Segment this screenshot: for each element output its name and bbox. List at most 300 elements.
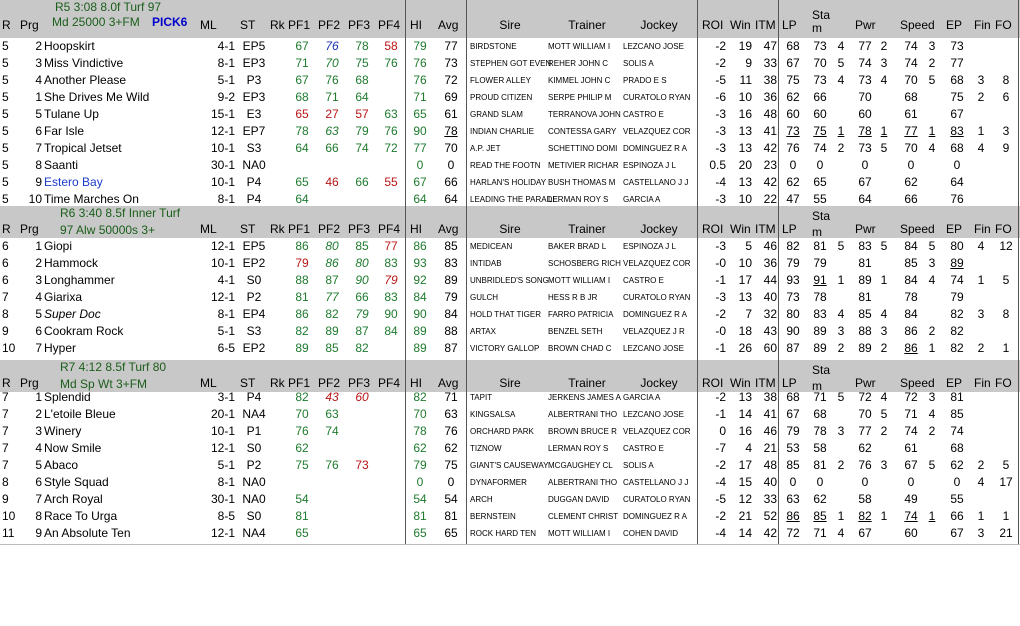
pace-figure-1: 65 [295,107,309,121]
race-number: 5 [2,158,9,172]
power-rank: 1 [880,509,888,523]
pace-figure-2: 63 [325,124,339,138]
stamina-rank: 3 [837,424,845,438]
program-number: 4 [35,441,42,455]
morning-line-odds: 4-1 [217,273,235,287]
ep-value: 77 [950,56,964,70]
entry-row[interactable] [0,38,1020,55]
jockey-name: VELAZQUEZ COR [623,259,691,268]
lp-value: 0 [789,475,797,489]
race-number: 5 [2,56,9,70]
entry-row[interactable] [0,72,1020,89]
pace-figure-2: 82 [325,307,339,321]
itm-pct: 47 [763,39,777,53]
entry-row[interactable] [0,491,1020,508]
stamina-value: 55 [813,192,827,206]
sire-name: KINGSALSA [470,410,516,419]
power-value: 70 [858,407,872,421]
morning-line-odds: 3-1 [217,390,235,404]
column-header-itm: ITM [755,376,776,390]
horse-name: Giopi [44,239,73,253]
column-header-rk: Rk [270,222,285,236]
average-figure: 0 [447,158,455,172]
pace-figure-2: 89 [325,324,339,338]
average-figure: 0 [447,475,455,489]
speed-rank: 4 [928,407,936,421]
win-pct: 12 [738,492,752,506]
lp-value: 47 [786,192,800,206]
win-pct: 18 [738,324,752,338]
itm-pct: 36 [763,256,777,270]
average-figure: 70 [444,141,458,155]
speed-value: 74 [904,424,918,438]
lp-value: 93 [786,273,800,287]
stamina-rank: 4 [837,73,845,87]
jockey-name: CASTRO E [623,110,664,119]
horse-name: Super Doc [44,307,101,321]
jockey-name: CASTELLANO J J [623,478,689,487]
column-header-ml: ML [200,18,217,32]
win-pct: 17 [738,273,752,287]
pace-figure-4: 90 [384,307,398,321]
column-header-jockey: Jockey [640,18,678,32]
entry-row[interactable] [0,272,1020,289]
win-pct: 14 [738,526,752,540]
morning-line-odds: 10-1 [210,256,235,270]
jockey-name: CASTRO E [623,276,664,285]
power-value: 70 [858,90,872,104]
entry-row[interactable] [0,174,1020,191]
speed-value: 66 [904,192,918,206]
race-number: 7 [2,407,9,421]
column-divider [405,0,406,545]
stamina-value: 81 [813,458,827,472]
horse-name: Splendid [44,390,91,404]
race-number: 6 [2,256,9,270]
speed-value: 61 [904,107,918,121]
column-header-ml: ML [200,222,217,236]
pace-figure-1: 86 [295,239,309,253]
horse-name: Another Please [44,73,127,87]
entry-row[interactable] [0,123,1020,140]
lp-value: 86 [786,509,800,523]
sire-name: INDIAN CHARLIE [470,127,535,136]
pace-figure-3: 57 [355,107,369,121]
pace-figure-2: 76 [325,39,339,53]
power-rank: 2 [880,424,888,438]
entry-row[interactable] [0,340,1020,357]
average-figure: 62 [444,441,458,455]
pace-figure-4: 63 [384,107,398,121]
ep-value: 89 [950,256,964,270]
stamina-value: 60 [813,107,827,121]
ep-value: 67 [950,526,964,540]
trainer-name: ALBERTRANI THO [548,410,618,419]
lp-value: 76 [786,141,800,155]
pace-figure-1: 68 [295,90,309,104]
trainer-name: METIVIER RICHAR [548,161,619,170]
power-rank: 4 [880,307,888,321]
race-number: 9 [2,492,9,506]
high-figure: 76 [413,73,427,87]
stamina-value: 70 [813,56,827,70]
itm-pct: 40 [763,290,777,304]
column-header-jockey: Jockey [640,376,678,390]
stamina-value: 68 [813,407,827,421]
stamina-value: 81 [813,239,827,253]
race-number: 5 [2,192,9,206]
morning-line-odds: 15-1 [210,107,235,121]
entry-row[interactable] [0,457,1020,474]
program-number: 2 [35,407,42,421]
high-figure: 54 [413,492,427,506]
speed-rank: 1 [928,509,936,523]
entry-row[interactable] [0,255,1020,272]
high-figure: 62 [413,441,427,455]
roi-value: -3 [715,124,726,138]
column-header-r: R [2,376,11,390]
stamina-value: 83 [813,307,827,321]
average-figure: 89 [444,273,458,287]
program-number: 1 [35,90,42,104]
itm-pct: 36 [763,90,777,104]
speed-rank: 2 [928,424,936,438]
power-rank: 3 [880,458,888,472]
column-header-fin: Fin [974,222,991,236]
stamina-rank: 1 [837,509,845,523]
pace-figure-3: 79 [355,124,369,138]
ep-value: 68 [950,73,964,87]
race-number: 10 [2,341,16,355]
running-style: EP2 [242,256,266,270]
speed-rank: 5 [928,239,936,253]
trainer-name: TERRANOVA JOHN [548,110,621,119]
power-rank: 2 [880,341,888,355]
column-header-sire: Sire [499,376,521,390]
win-pct: 19 [738,39,752,53]
pace-figure-1: 65 [295,175,309,189]
morning-line-odds: 8-1 [217,192,235,206]
high-figure: 89 [413,324,427,338]
pace-figure-4: 79 [384,273,398,287]
lp-value: 79 [786,424,800,438]
stamina-value: 71 [813,390,827,404]
morning-line-odds: 9-2 [217,90,235,104]
entry-row[interactable] [0,140,1020,157]
win-pct: 13 [738,141,752,155]
sire-name: HARLAN'S HOLIDAY [470,178,547,187]
column-header-pf2: PF2 [318,18,341,32]
horse-name: An Absolute Ten [44,526,131,540]
race-number: 7 [2,424,9,438]
pace-figure-3: 90 [355,273,369,287]
average-figure: 77 [444,39,458,53]
horse-name: Far Isle [44,124,85,138]
roi-value: -3 [715,107,726,121]
trainer-name: BROWN BRUCE R [548,427,617,436]
average-figure: 83 [444,256,458,270]
roi-value: 0.5 [709,158,726,172]
lp-value: 79 [786,256,800,270]
pace-figure-1: 89 [295,341,309,355]
morning-line-odds: 12-1 [210,239,235,253]
fin-value: 4 [977,475,985,489]
pace-figure-1: 82 [295,324,309,338]
trainer-name: BUSH THOMAS M [548,178,616,187]
entry-row[interactable] [0,508,1020,525]
pace-figure-3: 82 [355,341,369,355]
entry-row[interactable] [0,406,1020,423]
roi-value: -0 [715,324,726,338]
high-figure: 64 [413,192,427,206]
high-figure: 67 [413,175,427,189]
trainer-name: ALBERTRANI THO [548,478,618,487]
stamina-rank: 2 [837,141,845,155]
column-header-ml: ML [200,376,217,390]
lp-value: 62 [786,175,800,189]
sire-name: STEPHEN GOT EVEN [470,59,552,68]
fo-value: 12 [999,239,1013,253]
roi-value: -4 [715,526,726,540]
pace-figure-4: 55 [384,175,398,189]
horse-name: Miss Vindictive [44,56,124,70]
entry-row[interactable] [0,157,1020,174]
pace-figure-3: 80 [355,256,369,270]
ep-value: 80 [950,239,964,253]
horse-name: Arch Royal [44,492,103,506]
roi-value: -7 [715,441,726,455]
race-number: 5 [2,73,9,87]
ep-value: 64 [950,175,964,189]
pace-figure-3: 73 [355,458,369,472]
column-header-lp: LP [782,222,797,236]
entry-row[interactable] [0,440,1020,457]
column-header-ep: EP [946,222,963,236]
power-value: 82 [858,509,872,523]
average-figure: 81 [444,509,458,523]
jockey-name: DOMINGUEZ R A [623,512,688,521]
column-header-pf1: PF1 [288,18,311,32]
lp-value: 63 [786,492,800,506]
fo-value: 6 [1002,90,1010,104]
stamina-value: 65 [813,175,827,189]
win-pct: 10 [738,192,752,206]
running-style: S3 [246,141,262,155]
speed-rank: 3 [928,39,936,53]
speed-value: 74 [904,39,918,53]
race-number: 5 [2,124,9,138]
win-pct: 17 [738,458,752,472]
speed-value: 85 [904,256,918,270]
trainer-name: MOTT WILLIAM I [548,42,611,51]
program-number: 2 [35,39,42,53]
morning-line-odds: 4-1 [217,39,235,53]
roi-value: -2 [715,509,726,523]
program-number: 6 [35,475,42,489]
ep-value: 68 [950,441,964,455]
itm-pct: 42 [763,141,777,155]
morning-line-odds: 8-1 [217,56,235,70]
stamina-value: 74 [813,141,827,155]
stamina-rank: 1 [837,273,845,287]
power-value: 74 [858,56,872,70]
trainer-name: DUGGAN DAVID [548,495,610,504]
entry-row[interactable] [0,306,1020,323]
entry-row[interactable] [0,238,1020,255]
pace-figure-2: 27 [325,107,339,121]
pace-figure-4: 83 [384,290,398,304]
morning-line-odds: 10-1 [210,424,235,438]
win-pct: 4 [745,441,752,455]
average-figure: 78 [444,124,458,138]
race-number: 7 [2,441,9,455]
program-number: 7 [35,492,42,506]
running-style: NA4 [242,526,266,540]
pace-figure-1: 64 [295,141,309,155]
sire-name: READ THE FOOTN [470,161,541,170]
speed-rank: 4 [928,273,936,287]
itm-pct: 21 [763,441,777,455]
jockey-name: DOMINGUEZ R A [623,310,688,319]
power-value: 89 [858,341,872,355]
power-value: 58 [858,492,872,506]
high-figure: 76 [413,56,427,70]
pick6-link[interactable]: PICK6 [152,15,188,29]
column-header-trainer: Trainer [568,222,606,236]
trainer-name: MOTT WILLIAM I [548,276,611,285]
average-figure: 79 [444,290,458,304]
speed-value: 61 [904,441,918,455]
high-figure: 93 [413,256,427,270]
average-figure: 64 [444,192,458,206]
pace-figure-3: 66 [355,290,369,304]
trainer-name: SERPE PHILIP M [548,93,612,102]
power-value: 0 [861,158,869,172]
sire-name: TIZNOW [470,444,502,453]
sire-name: ARTAX [470,327,496,336]
power-rank: 4 [880,390,888,404]
entry-row[interactable] [0,474,1020,491]
column-header-hi: HI [410,222,422,236]
entry-row[interactable] [0,55,1020,72]
column-header-roi: ROI [702,222,724,236]
lp-value: 53 [786,441,800,455]
win-pct: 11 [739,73,752,87]
roi-value: -3 [715,239,726,253]
speed-value: 78 [904,290,918,304]
speed-rank: 2 [928,324,936,338]
power-value: 62 [858,441,872,455]
roi-value: -1 [715,341,726,355]
jockey-name: GARCIA A [623,393,661,402]
pace-figure-2: 76 [325,73,339,87]
high-figure: 90 [413,124,427,138]
column-header-sta-m: m [812,379,822,393]
pace-figure-3: 64 [355,90,369,104]
race-info-line [0,0,1020,14]
pace-figure-1: 54 [295,492,309,506]
morning-line-odds: 12-1 [210,124,235,138]
column-header-pf3: PF3 [348,222,371,236]
pace-figure-4: 84 [384,324,398,338]
stamina-value: 71 [813,526,827,540]
program-number: 6 [35,324,42,338]
horse-name: Cookram Rock [44,324,124,338]
ep-value: 82 [950,341,964,355]
lp-value: 85 [786,458,800,472]
column-header-fin: Fin [974,18,991,32]
column-header-itm: ITM [755,222,776,236]
entry-row[interactable] [0,389,1020,406]
stamina-rank: 3 [837,324,845,338]
column-header-pwr: Pwr [855,222,876,236]
lp-value: 72 [786,526,800,540]
speed-value: 84 [904,239,918,253]
jockey-name: ESPINOZA J L [623,242,676,251]
program-number: 4 [35,73,42,87]
fin-value: 4 [977,239,985,253]
column-header-pwr: Pwr [855,18,876,32]
pace-figure-2: 85 [325,341,339,355]
entry-row[interactable] [0,525,1020,542]
fin-value: 1 [977,509,985,523]
itm-pct: 42 [763,175,777,189]
stamina-value: 58 [813,441,827,455]
column-divider [1018,0,1019,545]
morning-line-odds: 8-1 [217,307,235,321]
column-header-pwr: Pwr [855,376,876,390]
program-number: 5 [35,307,42,321]
entry-row[interactable] [0,323,1020,340]
ep-value: 68 [950,141,964,155]
speed-value: 72 [904,390,918,404]
horse-name: She Drives Me Wild [44,90,150,104]
speed-value: 84 [904,273,918,287]
trainer-name: MOTT WILLIAM I [548,529,611,538]
lp-value: 67 [786,407,800,421]
column-header-ep: EP [946,376,963,390]
running-style: S0 [246,273,262,287]
horse-name: Race To Urga [44,509,118,523]
fin-value: 2 [977,458,985,472]
column-header-rk: Rk [270,376,285,390]
itm-pct: 46 [763,239,777,253]
ep-value: 76 [950,192,964,206]
stamina-value: 85 [813,509,827,523]
entry-row[interactable] [0,289,1020,306]
average-figure: 88 [444,324,458,338]
pace-figure-1: 86 [295,307,309,321]
column-header-sta-m: m [812,21,822,35]
sire-name: GIANT'S CAUSEWAY [470,461,549,470]
ep-value: 74 [950,273,964,287]
running-style: EP7 [242,124,266,138]
running-style: E3 [246,107,262,121]
entry-row[interactable] [0,89,1020,106]
high-figure: 81 [413,509,427,523]
high-figure: 78 [413,424,427,438]
stamina-rank: 4 [837,526,845,540]
entry-row[interactable] [0,423,1020,440]
pace-figure-3: 87 [355,324,369,338]
fin-value: 3 [977,307,985,321]
roi-value: -2 [715,56,726,70]
pace-figure-1: 79 [295,256,309,270]
morning-line-odds: 30-1 [210,158,235,172]
win-pct: 15 [738,475,752,489]
speed-rank: 3 [928,390,936,404]
entry-row[interactable] [0,106,1020,123]
